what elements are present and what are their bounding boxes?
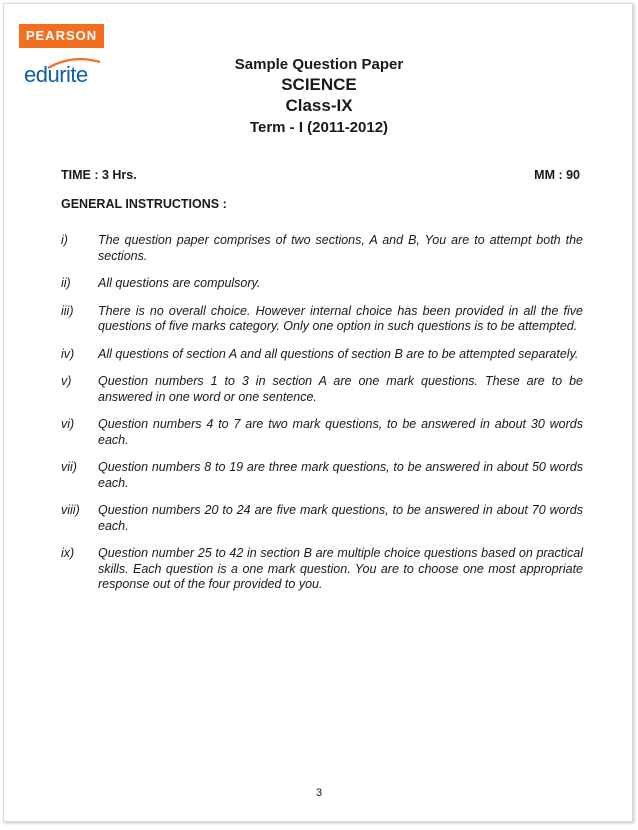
instruction-number: ix) xyxy=(61,546,75,560)
paper-subject: SCIENCE xyxy=(281,75,357,94)
instruction-item xyxy=(61,460,583,491)
instruction-item xyxy=(61,417,583,448)
instruction-number: vii) xyxy=(61,460,77,474)
time-marks-row xyxy=(61,168,580,182)
instruction-number: iii) xyxy=(61,303,74,318)
instruction-item xyxy=(61,276,583,292)
instruction-number: viii) xyxy=(61,503,80,517)
document-page xyxy=(3,3,633,822)
instruction-item xyxy=(61,374,583,405)
instruction-number: ii) xyxy=(61,276,71,290)
page-number: 3 xyxy=(315,787,323,799)
instruction-item xyxy=(61,546,583,593)
paper-term: Term - I (2011-2012) xyxy=(249,119,389,136)
instruction-text: Question numbers 1 to 3 in section A are one mark questions. These are to be answered in one word or one sentence. xyxy=(98,374,583,404)
instruction-item xyxy=(61,233,583,264)
paper-class: Class-IX xyxy=(285,96,353,115)
instruction-number: iv) xyxy=(61,346,75,361)
instruction-text: Question numbers 8 to 19 are three mark questions, to be answered in about 50 words each. xyxy=(98,460,583,490)
instruction-text: The question paper comprises of two sections, A and B, You are to attempt both the sections. xyxy=(98,233,583,263)
instruction-text: Question numbers 4 to 7 are two mark questions, to be answered in about 30 words each. xyxy=(98,417,583,447)
instruction-number: i) xyxy=(61,233,68,247)
instruction-text: There is no overall choice. However internal choice has been provided in all the five questions of five marks category. Only one option in such questions is to be attempted. xyxy=(98,303,583,333)
pearson-logo: PEARSON xyxy=(19,24,104,48)
instructions-heading: GENERAL INSTRUCTIONS : xyxy=(61,197,227,211)
edurite-wordmark: edurite xyxy=(24,62,88,87)
instruction-number: v) xyxy=(61,374,72,388)
instruction-text: Question numbers 20 to 24 are five mark questions, to be answered in about 70 words each. xyxy=(98,503,583,533)
paper-header xyxy=(4,56,634,137)
instruction-item xyxy=(61,503,583,534)
instruction-text: All questions are compulsory. xyxy=(98,276,261,290)
instruction-item xyxy=(61,304,583,335)
time-label: TIME : 3 Hrs. xyxy=(61,168,137,182)
instruction-item xyxy=(61,347,583,363)
paper-subtitle: Sample Question Paper xyxy=(234,56,404,73)
instructions-list xyxy=(61,233,583,605)
instruction-text: All questions of section A and all questions of section B are to be attempted separately. xyxy=(98,346,579,361)
max-marks-label: MM : 90 xyxy=(534,168,580,182)
instruction-text: Question number 25 to 42 in section B are multiple choice questions based on practical skills. Each question is a one mark question. You are to choose one most appropriate response out of the four provided to you. xyxy=(98,546,583,591)
instruction-number: vi) xyxy=(61,417,75,431)
